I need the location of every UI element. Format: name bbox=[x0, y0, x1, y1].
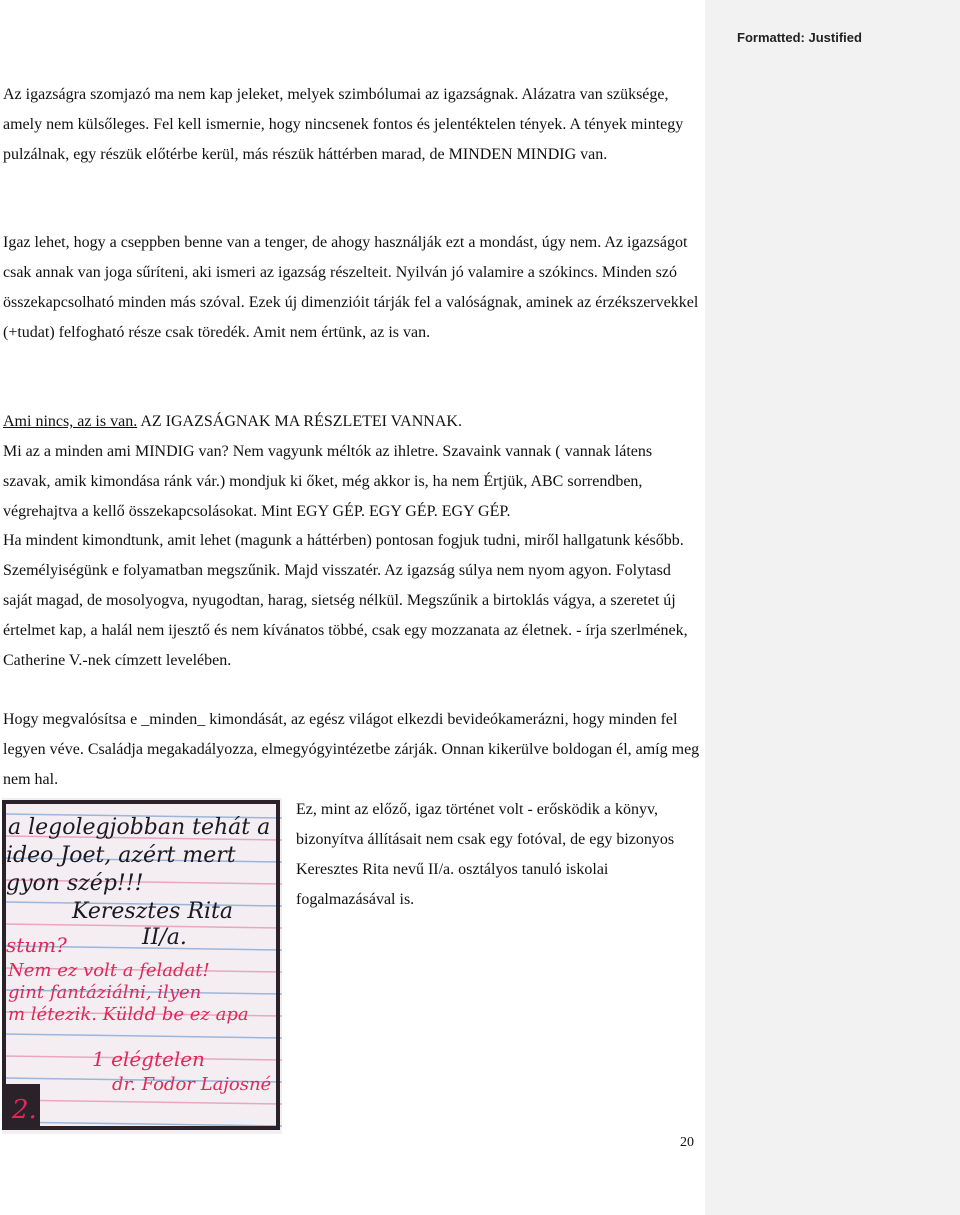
photo-line-11: dr. Fodor Lajosné bbox=[112, 1074, 272, 1095]
photo-line-12: 2. bbox=[12, 1095, 37, 1125]
photo-line-10: 1 elégtelen bbox=[92, 1047, 205, 1071]
photo-line-6: stum? bbox=[6, 933, 67, 957]
paragraph-3 bbox=[3, 407, 703, 437]
paragraph-4: Mi az a minden ami MINDIG van? Nem vagyunk méltók az ihletre. Szavaink vannak ( vannak látens szavak, amik kimondása ránk vár.) mondjuk ki őket, még akkor is, ha nem Értjük, ABC sorrendben, végrehajtva a kellő összekapcsolásokat. Mint EGY GÉP. EGY GÉP. EGY GÉP. bbox=[3, 443, 653, 520]
underlined-phrase: Ami nincs, az is van. bbox=[3, 413, 138, 430]
paragraph-5: Ha mindent kimondtunk, amit lehet (magunk a háttérben) pontosan fogjuk tudni, miről hallgatunk később. Személyiségünk e folyamatban megszűnik. Majd visszatér. Az igazság súlya nem nyom agyon. Folytasd saját magad, de mosolyogva, nyugodtan, harag, sietség nélkül. Megszűnik a birtoklás vágya, a szeretet új értelmet kap, a halál nem ijesztő és nem kívánatos többé, csak egy mozzanata az életnek. - írja szerlmének, Catherine V.-nek címzett levelében. bbox=[3, 532, 688, 669]
photo-line-1: a legolegjobban tehát a bbox=[8, 815, 271, 840]
photo-line-5: II/a. bbox=[142, 925, 187, 950]
page-number: 20 bbox=[680, 1135, 694, 1150]
paragraph-2: Igaz lehet, hogy a cseppben benne van a tenger, de ahogy használják ezt a mondást, úgy nem. Az igazságot csak annak van joga sűríteni, aki ismeri az igazság részelteit. Nyilván jó valamire a szókincs. Minden szó összekapcsolható minden más szóval. Ezek új dimenzióit tárják fel a valóságnak, aminek az érzékszervekkel (+tudat) felfogható része csak töredék. Amit nem értünk, az is van. bbox=[3, 234, 699, 341]
comment-title: Formatted: Justified bbox=[737, 30, 862, 45]
photo-line-2: ideo Joet, azért mert bbox=[6, 843, 236, 868]
photo-line-8: gint fantáziálni, ilyen bbox=[8, 982, 202, 1003]
paragraph-3-rest: AZ IGAZSÁGNAK MA RÉSZLETEI VANNAK. bbox=[137, 413, 462, 430]
notebook-photo bbox=[2, 798, 282, 1134]
paragraph-6: Hogy megvalósítsa e _minden_ kimondását, az egész világot elkezdi bevideókamerázni, hogy minden fel legyen véve. Családja megakadályozza, elmegyógyintézetbe zárják. Onnan kikerülve boldogan él, amíg meg nem hal. bbox=[3, 711, 700, 788]
comment-pane bbox=[705, 0, 960, 1215]
photo-line-9: m létezik. Küldd be ez apa bbox=[8, 1004, 249, 1025]
paragraph-1: Az igazságra szomjazó ma nem kap jeleket, melyek szimbólumai az igazságnak. Alázatra van szüksége, amely nem külsőleges. Fel kell ismernie, hogy nincsenek fontos és jelentéktelen tények. A tények mintegy pulzálnak, egy részük előtérbe kerül, más részük háttérben marad, de MINDEN MINDIG van. bbox=[3, 86, 684, 163]
photo-line-7: Nem ez volt a feladat! bbox=[8, 960, 210, 981]
photo-caption: Ez, mint az előző, igaz történet volt - erősködik a könyv, bizonyítva állításait nem csak egy fotóval, de egy bizonyos Keresztes Rita nevű II/a. osztályos tanuló iskolai fogalmazásával is. bbox=[296, 801, 675, 908]
photo-line-4: Keresztes Rita bbox=[72, 899, 233, 924]
notebook-photo-drawing bbox=[2, 798, 282, 1134]
photo-line-3: gyon szép!!! bbox=[6, 871, 144, 896]
